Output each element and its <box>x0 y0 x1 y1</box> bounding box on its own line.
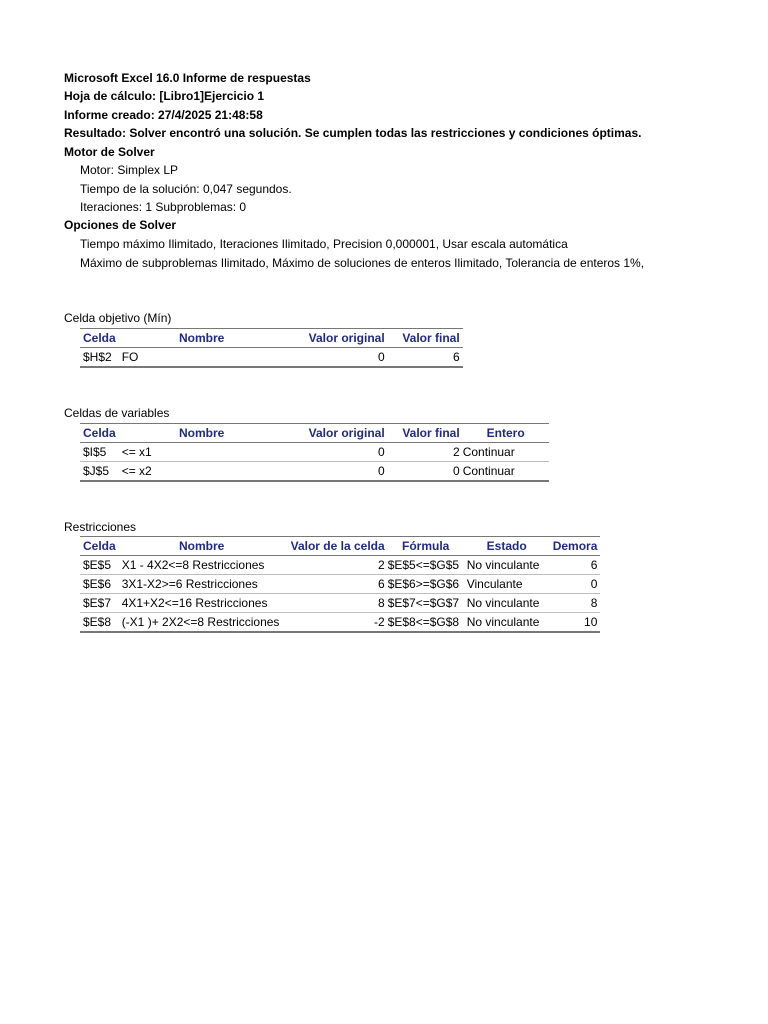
options-line-1: Tiempo máximo Ilimitado, Iteraciones Ilimitado, Precision 0,000001, Usar escala automática <box>80 237 568 251</box>
cell-ref: $E$5 <box>80 556 119 575</box>
cell-final: 0 <box>388 462 463 482</box>
variables-table <box>80 423 549 482</box>
cell-value: 2 <box>285 556 388 575</box>
cell-final: 6 <box>388 348 463 368</box>
motor-iterations: Iteraciones: 1 Subproblemas: 0 <box>80 200 247 214</box>
cell-name: X1 - 4X2<=8 Restricciones <box>119 556 285 575</box>
table-row <box>80 594 600 613</box>
col-estado: Estado <box>464 537 550 556</box>
cell-ref: $H$2 <box>80 348 119 368</box>
cell-name: FO <box>119 348 285 368</box>
col-demora: Demora <box>550 537 601 556</box>
cell-ref: $J$5 <box>80 462 119 482</box>
col-valor-original: Valor original <box>285 424 388 443</box>
cell-value: 6 <box>285 575 388 594</box>
col-entero: Entero <box>463 424 549 443</box>
table-row <box>80 556 600 575</box>
constraints-label: Restricciones <box>64 520 137 534</box>
motor-title: Motor de Solver <box>64 145 155 159</box>
cell-formula: $E$8<=$G$8 <box>388 613 464 633</box>
objective-label: Celda objetivo (Mín) <box>64 311 172 325</box>
cell-slack: 8 <box>550 594 601 613</box>
col-valor-final: Valor final <box>388 424 463 443</box>
motor-time: Tiempo de la solución: 0,047 segundos. <box>80 182 292 196</box>
table-row <box>80 575 600 594</box>
cell-original: 0 <box>285 348 388 368</box>
cell-name: <= x1 <box>119 443 285 462</box>
variables-label: Celdas de variables <box>64 406 170 420</box>
cell-ref: $E$6 <box>80 575 119 594</box>
cell-slack: 6 <box>550 556 601 575</box>
col-nombre: Nombre <box>119 424 285 443</box>
cell-value: -2 <box>285 613 388 633</box>
cell-status: No vinculante <box>464 613 550 633</box>
cell-formula: $E$5<=$G$5 <box>388 556 464 575</box>
cell-integer: Continuar <box>463 443 549 462</box>
cell-name: <= x2 <box>119 462 285 482</box>
options-title: Opciones de Solver <box>64 218 177 232</box>
cell-original: 0 <box>285 443 388 462</box>
worksheet-name: Hoja de cálculo: [Libro1]Ejercicio 1 <box>64 89 265 103</box>
col-celda: Celda <box>80 537 119 556</box>
cell-name: 3X1-X2>=6 Restricciones <box>119 575 285 594</box>
cell-ref: $E$8 <box>80 613 119 633</box>
cell-original: 0 <box>285 462 388 482</box>
cell-slack: 0 <box>550 575 601 594</box>
constraints-table <box>80 536 600 633</box>
col-celda: Celda <box>80 329 119 348</box>
table-row <box>80 348 463 368</box>
cell-name: 4X1+X2<=16 Restricciones <box>119 594 285 613</box>
table-row <box>80 443 549 462</box>
col-valor-final: Valor final <box>388 329 463 348</box>
cell-ref: $E$7 <box>80 594 119 613</box>
col-valor-celda: Valor de la celda <box>285 537 388 556</box>
col-valor-original: Valor original <box>285 329 388 348</box>
col-nombre: Nombre <box>119 329 285 348</box>
report-created: Informe creado: 27/4/2025 21:48:58 <box>64 108 263 122</box>
cell-status: Vinculante <box>464 575 550 594</box>
table-row <box>80 613 600 633</box>
result-message: Resultado: Solver encontró una solución. Se cumplen todas las restricciones y condiciones óptimas. <box>64 126 642 140</box>
cell-status: No vinculante <box>464 556 550 575</box>
report-title: Microsoft Excel 16.0 Informe de respuestas <box>64 71 311 85</box>
cell-formula: $E$7<=$G$7 <box>388 594 464 613</box>
cell-status: No vinculante <box>464 594 550 613</box>
cell-value: 8 <box>285 594 388 613</box>
cell-name: (-X1 )+ 2X2<=8 Restricciones <box>119 613 285 633</box>
cell-ref: $I$5 <box>80 443 119 462</box>
cell-final: 2 <box>388 443 463 462</box>
cell-integer: Continuar <box>463 462 549 482</box>
cell-slack: 10 <box>550 613 601 633</box>
options-line-2: Máximo de subproblemas Ilimitado, Máximo de soluciones de enteros Ilimitado, Tolerancia de enteros 1%, <box>80 256 645 270</box>
col-formula: Fórmula <box>388 537 464 556</box>
col-nombre: Nombre <box>119 537 285 556</box>
col-celda: Celda <box>80 424 119 443</box>
table-row <box>80 462 549 482</box>
motor-engine: Motor: Simplex LP <box>80 163 179 177</box>
cell-formula: $E$6>=$G$6 <box>388 575 464 594</box>
objective-table <box>80 328 463 368</box>
